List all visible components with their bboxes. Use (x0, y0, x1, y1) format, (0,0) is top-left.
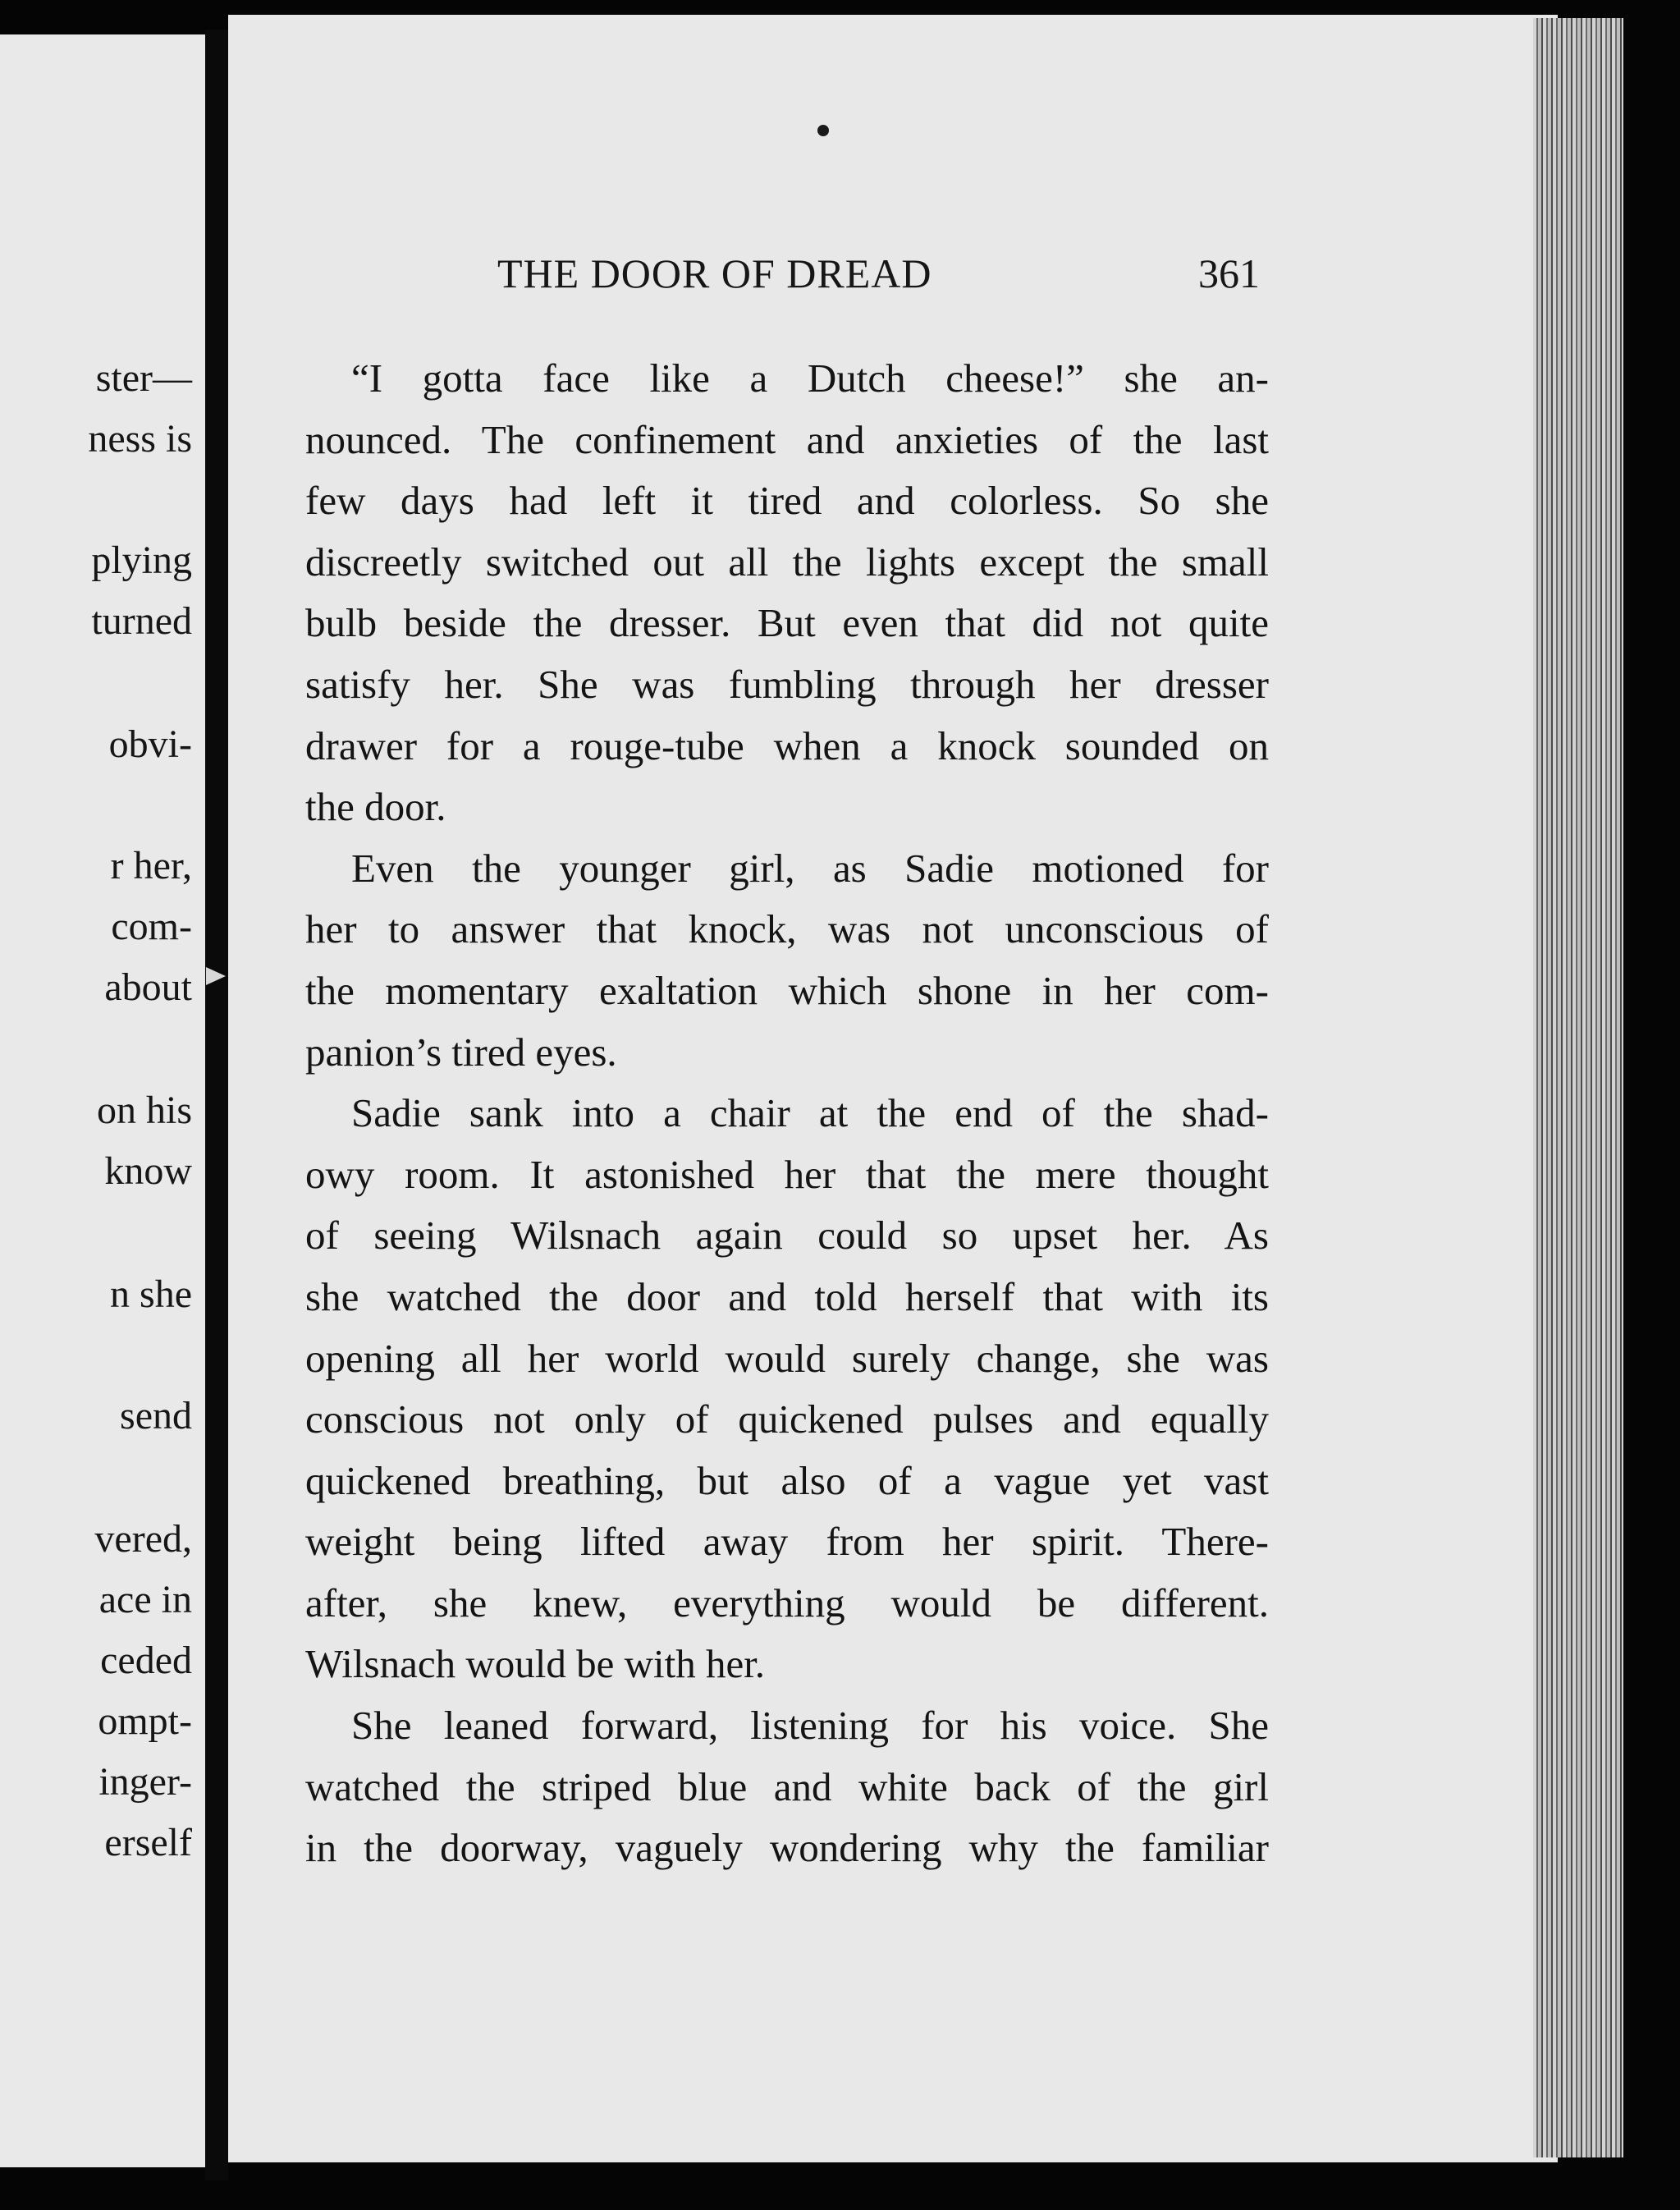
page-edge-stack (1533, 18, 1623, 2157)
text-line: panion’s tired eyes. (305, 1029, 617, 1075)
left-page-line: ness is (88, 417, 192, 461)
left-page-line: vered, (94, 1517, 192, 1561)
left-page-line: turned (91, 599, 192, 643)
text-line: the momentary exaltation which shone in her com- (305, 967, 1269, 1013)
text-line: “I gotta face like a Dutch cheese!” she an- (351, 355, 1269, 401)
left-page-line: know (104, 1149, 192, 1193)
text-line: her to answer that knock, was not unconscious of (305, 906, 1269, 952)
book-gutter (205, 30, 228, 2180)
text-line: discreetly switched out all the lights except the small (305, 539, 1269, 585)
text-line: watched the striped blue and white back of the girl (305, 1763, 1269, 1809)
text-line: Sadie sank into a chair at the end of the shad- (351, 1090, 1269, 1136)
text-line: quickened breathing, but also of a vague yet vast (305, 1457, 1269, 1503)
text-line: in the doorway, vaguely wondering why the familiar (305, 1825, 1269, 1871)
text-line: after, she knew, everything would be different. (305, 1580, 1269, 1625)
text-line: she watched the door and told herself that with its (305, 1273, 1269, 1319)
page-edge-shadow (1623, 0, 1680, 2210)
left-page-line: n she (110, 1272, 192, 1316)
left-page-line: r her, (110, 844, 192, 887)
text-line: Even the younger girl, as Sadie motioned for (351, 845, 1269, 891)
left-page-line: ompt- (98, 1699, 192, 1743)
text-line: She leaned forward, listening for his voice. She (351, 1703, 1269, 1749)
page-number: 361 (1198, 250, 1260, 296)
text-line: drawer for a rouge-tube when a knock sounded on (305, 722, 1269, 768)
left-page-line: ace in (98, 1578, 192, 1621)
left-page-line: send (120, 1394, 192, 1437)
body-text (305, 348, 1269, 1879)
left-page-line: inger- (98, 1760, 192, 1804)
text-line: bulb beside the dresser. But even that did not quite (305, 600, 1269, 646)
text-line: opening all her world would surely change, she was (305, 1335, 1269, 1381)
text-line: conscious not only of quickened pulses and equally (305, 1396, 1269, 1442)
text-line: few days had left it tired and colorless. So she (305, 478, 1269, 524)
text-line: weight being lifted away from her spirit. There- (305, 1519, 1269, 1565)
left-page-line: plying (91, 539, 192, 582)
running-head: THE DOOR OF DREAD (497, 250, 932, 296)
text-line: satisfy her. She was fumbling through her dresser (305, 661, 1269, 707)
left-page-line: erself (104, 1821, 192, 1864)
left-page-line: com- (111, 905, 192, 948)
text-line: the door. (305, 784, 446, 830)
left-page-line: obvi- (108, 722, 192, 766)
text-line: nounced. The confinement and anxieties of the last (305, 416, 1269, 462)
left-page (0, 34, 205, 2167)
ink-dot (817, 125, 829, 136)
text-line: of seeing Wilsnach again could so upset her. As (305, 1213, 1269, 1259)
text-line: owy room. It astonished her that the mere thought (305, 1151, 1269, 1197)
left-page-line: ceded (100, 1639, 192, 1682)
left-page-line: about (104, 965, 192, 1009)
left-page-line: ster— (95, 356, 192, 400)
left-page-line: on his (96, 1089, 192, 1132)
text-line: Wilsnach would be with her. (305, 1641, 766, 1687)
